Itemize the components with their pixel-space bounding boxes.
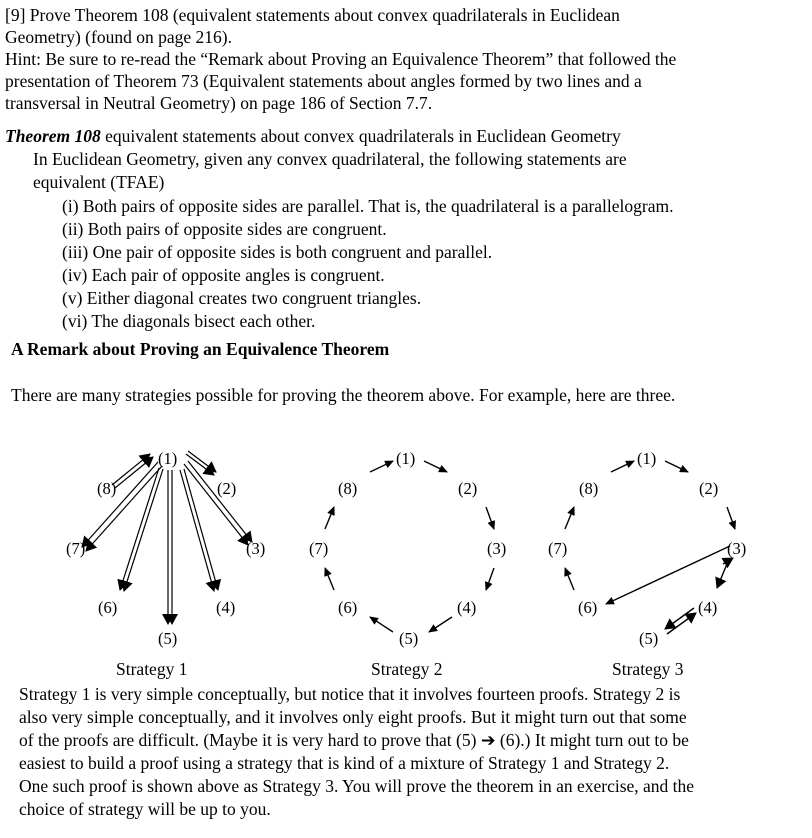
- strategy-3-caption: Strategy 3: [612, 659, 684, 679]
- strategy-2-caption: Strategy 2: [371, 659, 443, 679]
- s3-node-2: (2): [699, 479, 719, 498]
- s3-node-8: (8): [579, 479, 599, 498]
- remark-intro: There are many strategies possible for proving the theorem above. For example, here are three.: [11, 385, 676, 405]
- hint-line-3: transversal in Neutral Geometry) on page 186 of Section 7.7.: [5, 93, 433, 113]
- s2-node-6: (6): [338, 598, 358, 617]
- s2-node-5: (5): [399, 629, 419, 648]
- s1-node-7: (7): [66, 539, 86, 558]
- exercise-line-1: [9] Prove Theorem 108 (equivalent statements about convex quadrilaterals in Euclidean: [5, 5, 620, 25]
- conclusion-line-2: also very simple conceptually, and it involves only eight proofs. But it might turn out that some: [19, 707, 687, 727]
- s1-node-5: (5): [158, 629, 178, 648]
- s3-node-1: (1): [637, 449, 657, 468]
- s3-node-4: (4): [698, 598, 718, 617]
- theorem-item: (i) Both pairs of opposite sides are parallel. That is, the quadrilateral is a parallelogram.: [62, 196, 674, 216]
- s1-node-3: (3): [246, 539, 266, 558]
- theorem-item: (iii) One pair of opposite sides is both congruent and parallel.: [62, 242, 493, 262]
- hint-line-1: Hint: Be sure to re-read the “Remark about Proving an Equivalence Theorem” that followed the: [5, 49, 677, 69]
- theorem-intro-2: equivalent (TFAE): [33, 172, 165, 192]
- s3-node-3: (3): [727, 539, 747, 558]
- theorem-intro-1: In Euclidean Geometry, given any convex quadrilateral, the following statements are: [33, 149, 627, 169]
- conclusion-line-5: One such proof is shown above as Strategy 3. You will prove the theorem in an exercise, and the: [19, 776, 695, 796]
- theorem-item: (v) Either diagonal creates two congruent triangles.: [62, 288, 422, 308]
- strategy-3-diagram: [548, 449, 746, 679]
- s1-node-8: (8): [97, 479, 117, 498]
- remark-heading: A Remark about Proving an Equivalence Theorem: [11, 339, 390, 359]
- conclusion-line-4: easiest to build a proof using a strategy that is kind of a mixture of Strategy 1 and Strategy 2.: [19, 753, 670, 773]
- s1-node-1: (1): [158, 449, 178, 468]
- s3-node-5: (5): [639, 629, 659, 648]
- conclusion-line-6: choice of strategy will be up to you.: [19, 799, 271, 819]
- theorem-item: (vi) The diagonals bisect each other.: [62, 311, 316, 331]
- s1-node-6: (6): [98, 598, 118, 617]
- hint-line-2: presentation of Theorem 73 (Equivalent statements about angles formed by two lines and a: [5, 71, 642, 91]
- s2-node-8: (8): [338, 479, 358, 498]
- theorem-label: Theorem 108: [5, 126, 101, 146]
- s2-node-7: (7): [309, 539, 329, 558]
- theorem-item: (ii) Both pairs of opposite sides are congruent.: [62, 219, 387, 239]
- conclusion-line-1: Strategy 1 is very simple conceptually, but notice that it involves fourteen proofs. Strategy 2 is: [19, 684, 681, 704]
- theorem-item: (iv) Each pair of opposite angles is congruent.: [62, 265, 385, 285]
- strategy-2-diagram: [309, 449, 506, 679]
- s2-node-3: (3): [487, 539, 507, 558]
- s3-node-6: (6): [578, 598, 598, 617]
- s1-node-4: (4): [216, 598, 236, 617]
- conclusion-line-3: of the proofs are difficult. (Maybe it is very hard to prove that (5) ➔ (6).) It might turn out to be: [19, 730, 689, 750]
- exercise-line-2: Geometry) (found on page 216).: [5, 27, 232, 47]
- s1-node-2: (2): [217, 479, 237, 498]
- s2-node-2: (2): [458, 479, 478, 498]
- s2-node-4: (4): [457, 598, 477, 617]
- strategy-1-diagram: [66, 449, 265, 679]
- strategy-1-caption: Strategy 1: [116, 659, 188, 679]
- s3-node-7: (7): [548, 539, 568, 558]
- theorem-title: equivalent statements about convex quadrilaterals in Euclidean Geometry: [100, 126, 621, 146]
- s2-node-1: (1): [396, 449, 416, 468]
